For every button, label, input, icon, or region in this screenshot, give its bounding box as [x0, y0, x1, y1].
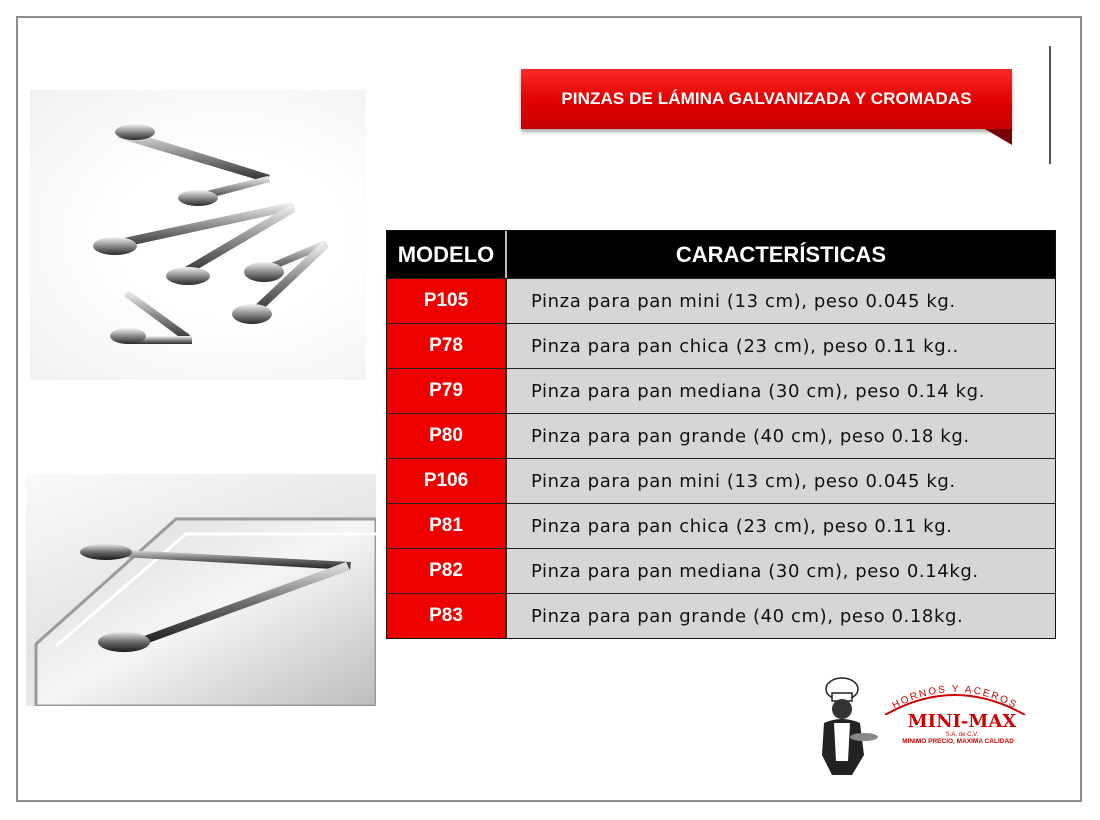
logo-name: MINI-MAX	[907, 711, 1017, 732]
description-cell: Pinza para pan chica (23 cm), peso 0.11 kg..	[507, 324, 1055, 368]
description-cell: Pinza para pan mini (13 cm), peso 0.045 kg.	[507, 279, 1055, 323]
table-row	[387, 593, 1055, 638]
chef-icon	[810, 675, 880, 780]
model-cell: P80	[387, 414, 507, 458]
logo-company-suffix: S.A. de C.V.	[945, 732, 979, 738]
description-cell: Pinza para pan grande (40 cm), peso 0.18kg.	[507, 594, 1055, 638]
logo-arc-text: HORNOS Y ACEROS	[890, 683, 1020, 712]
logo-slogan: MINIMO PRECIO, MAXIMA CALIDAD	[902, 738, 1014, 745]
model-cell: P78	[387, 324, 507, 368]
description-cell: Pinza para pan chica (23 cm), peso 0.11 kg.	[507, 504, 1055, 548]
table-row	[387, 458, 1055, 503]
table-row	[387, 413, 1055, 458]
model-cell: P106	[387, 459, 507, 503]
table-row	[387, 503, 1055, 548]
table-row	[387, 278, 1055, 323]
table-row	[387, 548, 1055, 593]
header-model: MODELO	[387, 231, 507, 278]
table-header	[387, 231, 1055, 278]
model-cell: P83	[387, 594, 507, 638]
model-cell: P82	[387, 549, 507, 593]
company-logo	[810, 675, 1040, 785]
model-cell: P105	[387, 279, 507, 323]
tongs-on-tray-photo	[26, 474, 376, 706]
logo-arc	[875, 675, 1035, 715]
tongs-photo-assorted	[30, 90, 366, 380]
description-cell: Pinza para pan grande (40 cm), peso 0.18 kg.	[507, 414, 1055, 458]
ribbon-fold	[985, 129, 1012, 145]
header-characteristics: CARACTERÍSTICAS	[675, 241, 887, 267]
description-cell: Pinza para pan mediana (30 cm), peso 0.14 kg.	[507, 369, 1055, 413]
table-row	[387, 368, 1055, 413]
product-table	[386, 230, 1056, 639]
model-cell: P81	[387, 504, 507, 548]
model-cell: P79	[387, 369, 507, 413]
svg-text:HORNOS Y ACEROS	[891, 684, 1020, 711]
title-ribbon	[521, 69, 1012, 129]
description-cell: Pinza para pan mini (13 cm), peso 0.045 kg.	[507, 459, 1055, 503]
table-row	[387, 323, 1055, 368]
description-cell: Pinza para pan mediana (30 cm), peso 0.14kg.	[507, 549, 1055, 593]
divider-line	[1049, 46, 1051, 164]
page-title: PINZAS DE LÁMINA GALVANIZADA Y CROMADAS	[561, 89, 972, 108]
